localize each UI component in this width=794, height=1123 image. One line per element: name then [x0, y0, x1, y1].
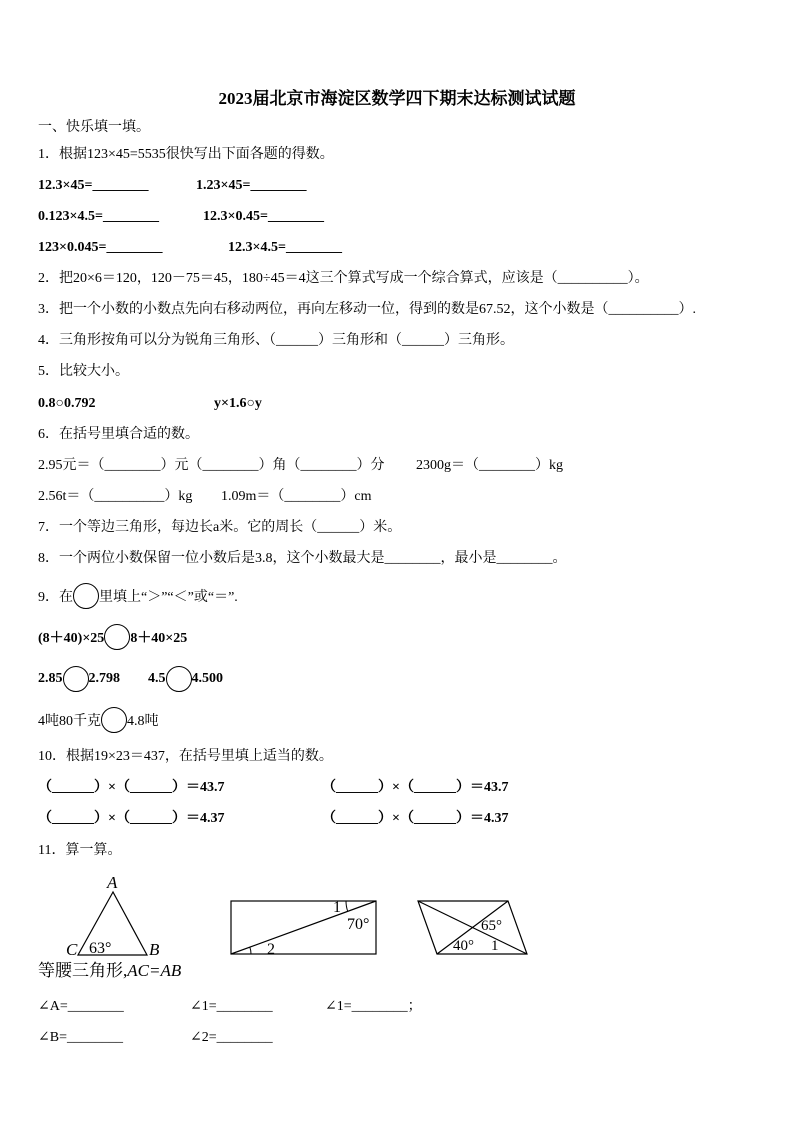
q9-stem-after: 里填上“＞”“＜”或“＝”.: [99, 590, 238, 605]
q5-item: 0.8○0.792: [38, 396, 96, 411]
q9-item-right: 4.500: [191, 671, 223, 686]
answer-circle: [101, 707, 127, 733]
question-5-stem: 5．比较大小。: [38, 364, 129, 379]
angle-answer: ∠B=________: [38, 1030, 123, 1045]
angle-70-label: 70°: [347, 916, 370, 933]
q9-item-right: 4.8吨: [127, 714, 159, 729]
answer-circle: [63, 666, 89, 692]
question-4: 4．三角形按角可以分为锐角三角形、（______）三角形和（______）三角形。: [38, 333, 514, 348]
angle-answer: ∠1=________；: [325, 999, 422, 1014]
caption-text: 等腰三角形,: [38, 961, 128, 980]
q9-item: [148, 666, 223, 692]
q10-item: （______）×（______）＝4.37: [38, 811, 225, 826]
question-1-stem: 1．根据123×45=5535很快写出下面各题的得数。: [38, 147, 334, 162]
section-heading: 一、快乐填一填。: [38, 120, 150, 135]
angle-1-label: 1: [491, 938, 499, 954]
angle-2-arc: [250, 947, 251, 954]
question-8: 8．一个两位小数保留一位小数后是3.8，这个小数最大是________，最小是________。: [38, 551, 567, 566]
q9-item-left: 2.85: [38, 671, 63, 686]
q9-item-right: 8＋40×25: [130, 631, 188, 646]
vertex-c-label: C: [66, 940, 78, 959]
q1-item: 12.3×45=________: [38, 178, 149, 193]
q9-item: [38, 707, 159, 733]
answer-circle: [166, 666, 192, 692]
angle-2-label: 2: [267, 941, 275, 958]
angle-answer: ∠A=________: [38, 999, 124, 1014]
q9-item: [38, 624, 187, 650]
q10-item: （______）×（______）＝43.7: [38, 780, 225, 795]
q1-item: 1.23×45=________: [196, 178, 307, 193]
q1-item: 12.3×4.5=________: [228, 240, 342, 255]
angle-c-label: 63°: [89, 940, 112, 957]
question-10-stem: 10．根据19×23＝437，在括号里填上适当的数。: [38, 749, 333, 764]
figure-caption: [38, 961, 181, 981]
question-6-stem: 6．在括号里填合适的数。: [38, 427, 199, 442]
angle-answer: ∠2=________: [190, 1030, 273, 1045]
q1-item: 0.123×4.5=________: [38, 209, 159, 224]
q9-item-right: 2.798: [88, 671, 120, 686]
q5-item: y×1.6○y: [214, 396, 262, 411]
question-7: 7．一个等边三角形，每边长a米。它的周长（______）米。: [38, 520, 402, 535]
q9-item: [38, 666, 120, 692]
angle-40-label: 40°: [453, 938, 474, 954]
geometry-figures: [0, 868, 560, 968]
q10-item: （______）×（______）＝43.7: [322, 780, 509, 795]
question-3: 3．把一个小数的小数点先向右移动两位，再向左移动一位，得到的数是67.52，这个小数是（__________）.: [38, 302, 696, 317]
q9-item-left: (8＋40)×25: [38, 631, 105, 646]
question-2: 2．把20×6＝120，120－75＝45，180÷45＝4这三个算式写成一个综合算式，应该是（__________）。: [38, 271, 649, 286]
q6-item: 1.09m＝（________）cm: [221, 489, 372, 504]
answer-circle: [104, 624, 130, 650]
q6-item: 2300g＝（________）kg: [416, 458, 563, 473]
answer-circle: [73, 583, 99, 609]
vertex-a-label: A: [107, 873, 118, 892]
q6-item: 2.95元＝（________）元（________）角（________）分: [38, 458, 385, 473]
angle-1-arc: [346, 901, 348, 912]
caption-math: AC=AB: [127, 961, 182, 980]
q6-item: 2.56t＝（__________）kg: [38, 489, 193, 504]
q1-item: 123×0.045=________: [38, 240, 163, 255]
vertex-b-label: B: [149, 940, 160, 959]
q10-item: （______）×（______）＝4.37: [322, 811, 509, 826]
angle-65-label: 65°: [481, 918, 502, 934]
page-title: 2023届北京市海淀区数学四下期末达标测试试题: [218, 89, 576, 108]
angle-1-label: 1: [333, 899, 341, 916]
q9-item-left: 4.5: [148, 671, 166, 686]
q9-item-left: 4吨80千克: [38, 714, 101, 729]
q1-item: 12.3×0.45=________: [203, 209, 324, 224]
q9-stem-before: 9．在: [38, 590, 73, 605]
question-11-stem: 11．算一算。: [38, 843, 122, 858]
question-9-stem: [38, 583, 238, 609]
angle-answer: ∠1=________: [190, 999, 273, 1014]
